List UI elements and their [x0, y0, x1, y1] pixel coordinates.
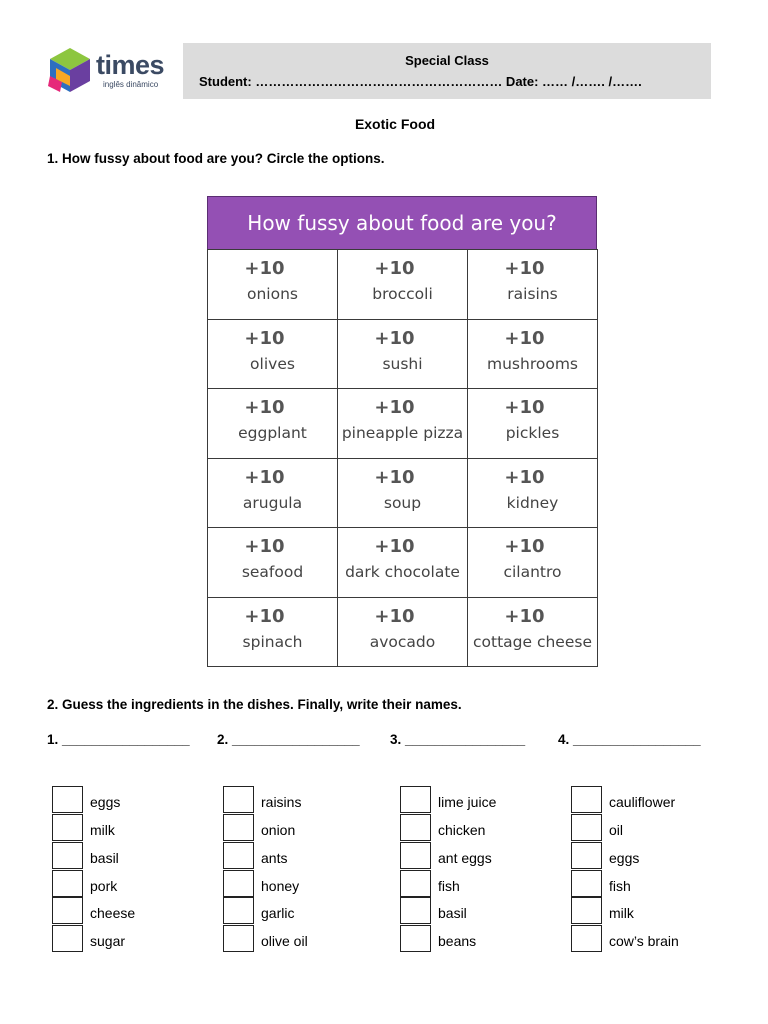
points-label: +10 [504, 536, 545, 557]
ingredient-checkbox[interactable] [223, 786, 254, 813]
food-label: eggplant [238, 424, 307, 442]
fussy-cell[interactable] [337, 527, 468, 598]
ingredient-checkbox[interactable] [571, 870, 602, 897]
ingredient-checkbox[interactable] [52, 870, 83, 897]
points-label: +10 [374, 605, 415, 627]
ingredient-checkbox[interactable] [400, 842, 431, 869]
ingredient-label: eggs [90, 794, 121, 810]
ingredient-checkbox[interactable] [400, 897, 431, 924]
ingredient-checkbox[interactable] [52, 897, 83, 924]
food-label: broccoli [372, 285, 433, 303]
answer-blank-4[interactable]: 4. _________________ [558, 732, 701, 747]
logo-cube-icon [46, 46, 94, 94]
ingredient-label: cauliflower [609, 794, 676, 810]
ingredient-label: basil [438, 905, 467, 921]
fussy-cell[interactable] [467, 319, 598, 390]
fussy-cell[interactable] [337, 388, 468, 459]
answer-blank-2[interactable]: 2. _________________ [217, 732, 360, 747]
fussy-cell[interactable] [207, 527, 338, 598]
ingredient-label: honey [261, 878, 300, 894]
ingredient-checkbox[interactable] [571, 814, 602, 841]
food-label: spinach [242, 632, 303, 651]
food-label: pineapple pizza [341, 424, 464, 442]
fussy-cell[interactable] [467, 597, 598, 668]
food-label: onions [247, 285, 298, 303]
points-label: +10 [504, 397, 545, 418]
ingredient-label: fish [438, 878, 460, 894]
points-label: +10 [374, 397, 415, 418]
food-label: olives [250, 354, 295, 373]
header-box [183, 43, 711, 99]
fussy-cell[interactable] [467, 388, 598, 459]
ingredient-checkbox[interactable] [223, 814, 254, 841]
fussy-cell[interactable] [467, 458, 598, 529]
food-label: soup [383, 493, 422, 512]
points-label: +10 [374, 258, 415, 279]
fussy-cell[interactable] [207, 458, 338, 529]
ingredient-checkbox[interactable] [571, 925, 602, 952]
food-label: kidney [506, 493, 559, 512]
fussy-cell[interactable] [337, 319, 468, 390]
ingredient-label: eggs [609, 850, 640, 866]
points-label: +10 [374, 327, 415, 349]
ingredient-checkbox[interactable] [571, 897, 602, 924]
points-label: +10 [374, 466, 415, 488]
food-label: avocado [369, 632, 436, 651]
ingredient-label: basil [90, 850, 119, 866]
student-date-line: Student: ………………………………………………… Date: …… /……. /……. [199, 74, 642, 89]
answer-blank-3[interactable]: 3. ________________ [390, 732, 526, 747]
ingredient-checkbox[interactable] [400, 870, 431, 897]
ingredient-label: milk [609, 905, 634, 921]
points-label: +10 [244, 605, 285, 627]
food-label: raisins [507, 285, 558, 303]
ingredient-label: sugar [90, 933, 126, 949]
ingredient-checkbox[interactable] [223, 925, 254, 952]
points-label: +10 [504, 605, 545, 627]
ingredient-checkbox[interactable] [223, 842, 254, 869]
food-label: arugula [242, 493, 303, 512]
ingredient-label: oil [609, 822, 624, 838]
points-label: +10 [244, 536, 285, 557]
food-label: pickles [505, 424, 560, 442]
ingredient-checkbox[interactable] [52, 925, 83, 952]
ingredient-label: beans [438, 933, 477, 949]
ingredient-label: ants [261, 850, 288, 866]
fussy-cell[interactable] [337, 249, 468, 320]
food-label: mushrooms [487, 354, 578, 373]
ingredient-label: olive oil [261, 933, 308, 949]
header-title: Special Class [405, 53, 489, 68]
food-label: dark chocolate [345, 563, 460, 581]
question-1: 1. How fussy about food are you? Circle the options. [47, 151, 385, 166]
points-label: +10 [244, 397, 285, 418]
fussy-cell[interactable] [207, 249, 338, 320]
points-label: +10 [504, 327, 545, 349]
ingredient-checkbox[interactable] [571, 786, 602, 813]
logo-tagline: inglês dinâmico [103, 80, 159, 89]
fussy-cell[interactable] [207, 597, 338, 668]
food-label: sushi [382, 354, 423, 373]
points-label: +10 [504, 258, 545, 279]
fussy-cell[interactable] [467, 527, 598, 598]
times-logo [46, 46, 170, 96]
fussy-table-heading: How fussy about food are you? [207, 196, 597, 250]
points-label: +10 [244, 258, 285, 279]
ingredient-label: cow’s brain [609, 933, 679, 949]
page-title: Exotic Food [354, 116, 436, 132]
fussy-cell[interactable] [337, 597, 468, 668]
ingredient-checkbox[interactable] [223, 897, 254, 924]
ingredient-label: raisins [261, 794, 302, 810]
ingredient-label: pork [90, 878, 118, 894]
points-label: +10 [244, 327, 285, 349]
fussy-cell[interactable] [207, 388, 338, 459]
food-label: seafood [241, 563, 304, 581]
ingredient-label: fish [609, 878, 631, 894]
ingredient-checkbox[interactable] [52, 786, 83, 813]
fussy-cell[interactable] [337, 458, 468, 529]
food-label: cottage cheese [473, 632, 592, 651]
food-label: cilantro [503, 563, 562, 581]
points-label: +10 [244, 466, 285, 488]
ingredient-label: onion [261, 822, 296, 838]
ingredient-label: ant eggs [438, 850, 492, 866]
ingredient-checkbox[interactable] [223, 870, 254, 897]
points-label: +10 [374, 536, 415, 557]
logo-word: times [96, 50, 165, 80]
fussy-table [207, 196, 597, 666]
ingredient-checkbox[interactable] [52, 814, 83, 841]
ingredient-label: lime juice [438, 794, 497, 810]
fussy-cell[interactable] [467, 249, 598, 320]
ingredient-label: garlic [261, 905, 295, 921]
fussy-grid [207, 249, 597, 666]
ingredient-checkbox[interactable] [400, 925, 431, 952]
question-2: 2. Guess the ingredients in the dishes. Finally, write their names. [47, 697, 462, 712]
ingredient-checkbox[interactable] [400, 814, 431, 841]
ingredient-checkbox[interactable] [52, 842, 83, 869]
ingredient-label: chicken [438, 822, 486, 838]
ingredient-label: milk [90, 822, 115, 838]
ingredient-checkbox[interactable] [400, 786, 431, 813]
points-label: +10 [504, 466, 545, 488]
answer-blank-1[interactable]: 1. _________________ [47, 732, 190, 747]
ingredient-checkbox[interactable] [571, 842, 602, 869]
fussy-cell[interactable] [207, 319, 338, 390]
ingredient-label: cheese [90, 905, 136, 921]
